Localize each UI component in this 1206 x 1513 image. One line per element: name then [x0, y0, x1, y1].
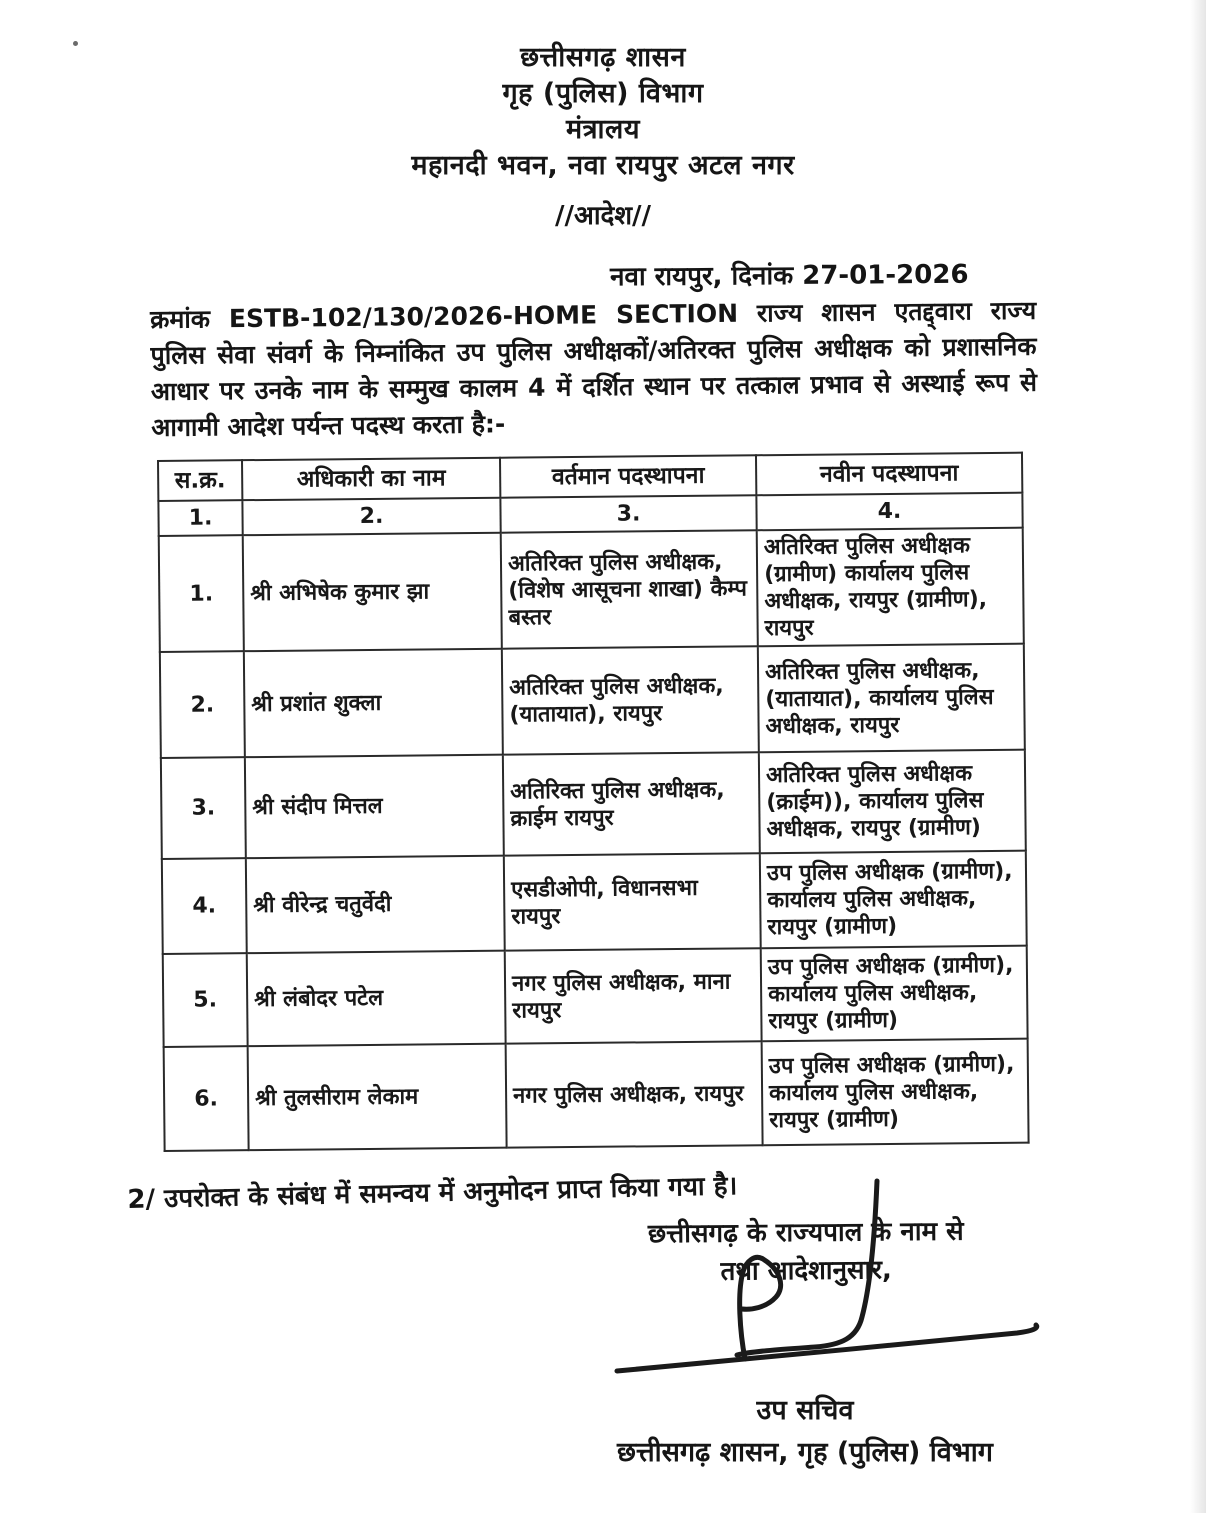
signatory-department: छत्तीसगढ़ शासन, गृह (पुलिस) विभाग: [617, 1437, 993, 1468]
new-posting: अतिरिक्त पुलिस अधीक्षक, (यातायात), कार्यालय पुलिस अधीक्षक, रायपुर: [758, 644, 1025, 753]
row-sno: 6.: [164, 1046, 249, 1151]
header-ministry: मंत्रालय: [565, 114, 640, 145]
new-posting: अतिरिक्त पुलिस अधीक्षक (ग्रामीण) कार्यालय पुलिस अधीक्षक, रायपुर (ग्रामीण), रायपुर: [757, 528, 1024, 647]
place-date-line: नवा रायपुर, दिनांक 27-01-2026: [609, 259, 969, 293]
table-row: [163, 946, 1028, 1047]
new-posting: अतिरिक्त पुलिस अधीक्षक (क्राईम)), कार्यालय पुलिस अधीक्षक, रायपुर (ग्रामीण): [759, 750, 1026, 854]
approval-footnote: 2/ उपरोक्त के संबंध में समन्वय में अनुमोदन प्राप्त किया गया है।: [127, 1171, 738, 1215]
new-posting: उप पुलिस अधीक्षक (ग्रामीण), कार्यालय पुलिस अधीक्षक, रायपुर (ग्रामीण): [762, 1039, 1029, 1146]
col-number-2: 2.: [242, 498, 500, 535]
header-government: छत्तीसगढ़ शासन: [520, 42, 686, 73]
transfer-order-table: [157, 452, 1030, 1152]
col-number-3: 3.: [500, 495, 756, 532]
current-posting: नगर पुलिस अधीक्षक, रायपुर: [506, 1041, 763, 1147]
signatory-block: [585, 1390, 1025, 1474]
order-body-paragraph: क्रमांक ESTB-102/130/2026-HOME SECTION राज्य शासन एतद्द्वारा राज्य पुलिस सेवा संवर्ग के निम्नांकित उप पुलिस अधीक्षकों/अतिरक्त पुलिस अधीक्षक को प्रशासनिक आधार पर उनके नाम के सम्मुख कालम 4 में दर्शित स्थान पर तत्काल प्रभाव से अस्थाई रूप से आगामी आदेश पर्यन्त पदस्थ करता है:-: [150, 295, 1038, 442]
row-sno: 1.: [159, 535, 244, 652]
col-header-current-posting: वर्तमान पदस्थापना: [500, 455, 756, 497]
officer-name: श्री वीरेन्द्र चतुर्वेदी: [246, 856, 505, 953]
header-address: महानदी भवन, नवा रायपुर अटल नगर: [411, 150, 795, 181]
col-header-new-posting: नवीन पदस्थापना: [756, 453, 1022, 496]
officer-name: श्री संदीप मित्तल: [245, 755, 504, 858]
handwritten-signature: [585, 1175, 1085, 1380]
officer-name: श्री तुलसीराम लेकाम: [248, 1044, 507, 1150]
authority-line-2: तथा आदेशानुसार,: [720, 1255, 892, 1287]
table-row: [159, 528, 1024, 652]
current-posting: नगर पुलिस अधीक्षक, माना रायपुर: [505, 948, 762, 1043]
table-row: [162, 851, 1027, 954]
table-row: [164, 1039, 1029, 1151]
table-row: [160, 644, 1025, 758]
col-number-1: 1.: [158, 500, 242, 536]
officer-name: श्री अभिषेक कुमार झा: [243, 533, 502, 651]
officer-name: श्री लंबोदर पटेल: [247, 951, 506, 1046]
col-header-sno: स.क्र.: [158, 460, 242, 501]
order-title: //आदेश//: [554, 201, 652, 231]
current-posting: एसडीओपी, विधानसभा रायपुर: [504, 853, 761, 950]
current-posting: अतिरिक्त पुलिस अधीक्षक, (विशेष आसूचना शाखा) कैम्प बस्तर: [501, 530, 758, 648]
header-department: गृह (पुलिस) विभाग: [502, 78, 704, 109]
current-posting: अतिरिक्त पुलिस अधीक्षक, (यातायात), रायपुर: [502, 646, 759, 754]
col-header-officer-name: अधिकारी का नाम: [242, 458, 500, 500]
signatory-designation: उप सचिव: [756, 1395, 854, 1426]
row-sno: 4.: [162, 858, 247, 954]
row-sno: 3.: [161, 757, 246, 859]
new-posting: उप पुलिस अधीक्षक (ग्रामीण), कार्यालय पुलिस अधीक्षक, रायपुर (ग्रामीण): [761, 946, 1028, 1042]
row-sno: 2.: [160, 651, 245, 758]
authority-line-1: छत्तीसगढ़ के राज्यपाल के नाम से: [647, 1216, 964, 1250]
col-number-4: 4.: [756, 493, 1022, 531]
new-posting: उप पुलिस अधीक्षक (ग्रामीण), कार्यालय पुलिस अधीक्षक, रायपुर (ग्रामीण): [760, 851, 1027, 949]
officer-name: श्री प्रशांत शुक्ला: [244, 649, 503, 757]
table-row: [161, 750, 1026, 859]
document-header: [0, 40, 1206, 184]
current-posting: अतिरिक्त पुलिस अधीक्षक, क्राईम रायपुर: [503, 752, 760, 855]
row-sno: 5.: [163, 953, 248, 1047]
